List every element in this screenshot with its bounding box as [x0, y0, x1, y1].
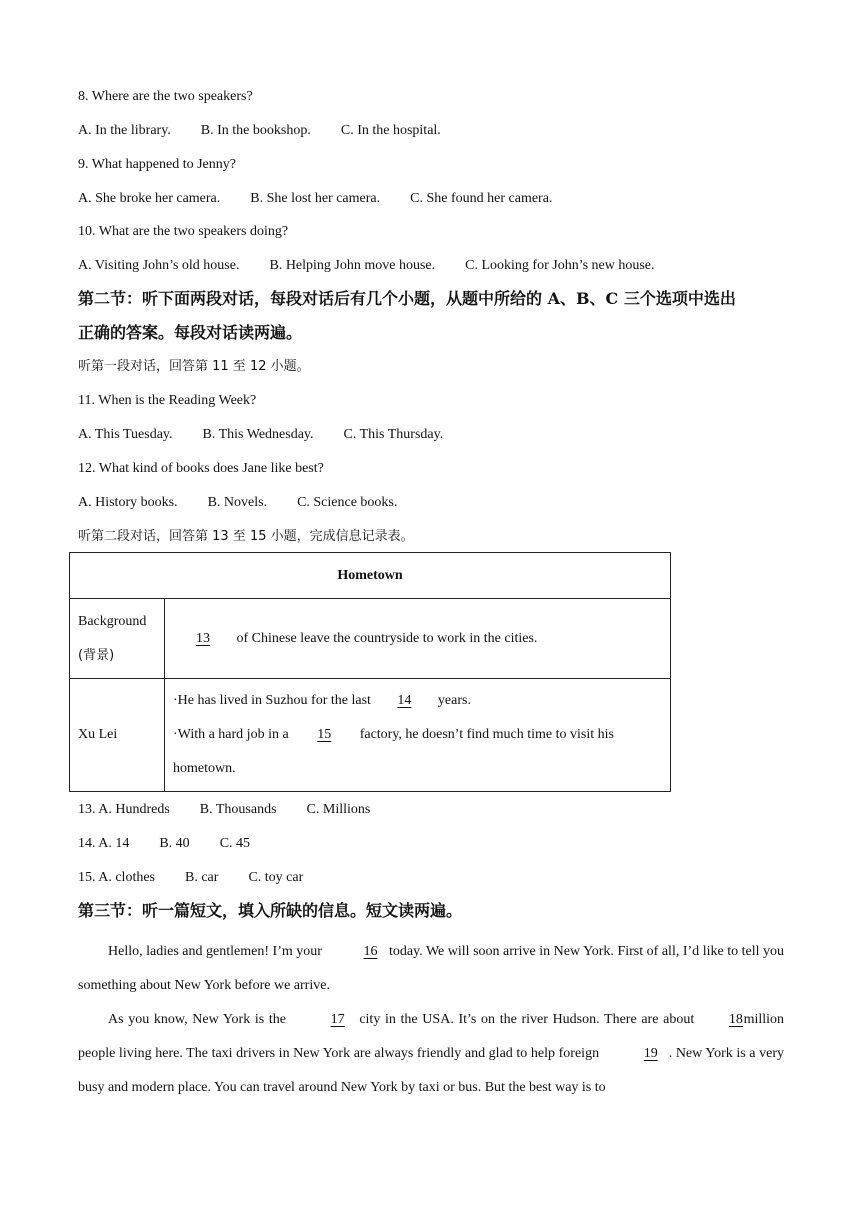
- dialog-2-intro: 听第二段对话，回答第 13 至 15 小题，完成信息记录表。: [78, 529, 414, 544]
- options-15: [78, 868, 303, 888]
- background-text: of Chinese leave the countryside to work in the cities.: [236, 630, 538, 646]
- option-12b: B. Novels.: [207, 495, 268, 510]
- option-11a: A. This Tuesday.: [78, 427, 173, 442]
- options-9: [78, 189, 552, 209]
- dialog-1-intro: 听第一段对话，回答第 11 至 12 小题。: [78, 359, 310, 374]
- option-10a: A. Visiting John’s old house.: [78, 258, 240, 273]
- option-10b: B. Helping John move house.: [269, 258, 436, 273]
- background-label-cn: (背景): [78, 647, 115, 663]
- option-13b: B. Thousands: [199, 802, 277, 817]
- options-14: [78, 834, 250, 854]
- xu-lei-line1-post: years.: [437, 693, 471, 708]
- blank-16: 16: [363, 944, 378, 959]
- xu-lei-content-cell: [165, 679, 671, 792]
- passage-p2-d: . New York is a very busy and modern place. You can travel around New York by taxi or bus. But the best way is to: [78, 1046, 785, 1095]
- blank-15: 15: [317, 727, 332, 742]
- option-11b: B. This Wednesday.: [202, 427, 314, 442]
- xu-lei-label: Xu Lei: [70, 679, 165, 792]
- options-12: [78, 493, 397, 513]
- question-11: 11. When is the Reading Week?: [78, 393, 257, 408]
- option-13a: 13. A. Hundreds: [78, 802, 170, 817]
- question-8: 8. Where are the two speakers?: [78, 89, 253, 104]
- passage-paragraph-1: [78, 935, 784, 1003]
- passage-p2-b: city in the USA. It’s on the river Hudson. There are about: [359, 1012, 695, 1027]
- option-15c: C. toy car: [248, 870, 304, 885]
- xu-lei-line3: hometown.: [173, 761, 236, 776]
- options-8: [78, 121, 441, 141]
- section-2-heading-line2: 正确的答案。每段对话读两遍。: [78, 323, 303, 342]
- background-content-cell: [165, 599, 671, 679]
- info-record-table: [69, 552, 671, 792]
- option-10c: C. Looking for John’s new house.: [465, 258, 655, 273]
- option-15a: 15. A. clothes: [78, 870, 155, 885]
- passage-p1-pre: Hello, ladies and gentlemen! I’m your: [108, 944, 322, 959]
- section-3-heading: 第三节：听一篇短文，填入所缺的信息。短文读两遍。: [78, 901, 463, 920]
- question-10: 10. What are the two speakers doing?: [78, 224, 289, 239]
- option-8a: A. In the library.: [78, 123, 171, 138]
- option-14c: C. 45: [219, 836, 251, 851]
- option-14b: B. 40: [159, 836, 190, 851]
- option-9c: C. She found her camera.: [410, 191, 553, 206]
- blank-13: 13: [196, 630, 210, 646]
- xu-lei-line2-post: factory, he doesn’t find much time to visit his: [359, 727, 614, 742]
- options-10: [78, 256, 655, 276]
- background-label: Background: [78, 613, 147, 629]
- option-12a: A. History books.: [78, 495, 178, 510]
- question-12: 12. What kind of books does Jane like best?: [78, 461, 324, 476]
- option-13c: C. Millions: [306, 802, 371, 817]
- options-11: [78, 425, 443, 445]
- blank-14: 14: [397, 693, 412, 708]
- option-14a: 14. A. 14: [78, 836, 130, 851]
- passage-p2-c: million people living here. The taxi drivers in New York are always friendly and glad to help foreign: [78, 1012, 785, 1061]
- option-15b: B. car: [185, 870, 219, 885]
- option-8b: B. In the bookshop.: [200, 123, 311, 138]
- section-2-heading-line1: 第二节：听下面两段对话，每段对话后有几个小题，从题中所给的 A、B、C 三个选项中选出: [78, 289, 736, 308]
- option-9a: A. She broke her camera.: [78, 191, 221, 206]
- passage-p2-a: As you know, New York is the: [108, 1012, 286, 1027]
- option-9b: B. She lost her camera.: [250, 191, 381, 206]
- xu-lei-line1-pre: ·He has lived in Suzhou for the last: [173, 693, 371, 708]
- passage-paragraph-2: [78, 1003, 784, 1105]
- question-9: 9. What happened to Jenny?: [78, 157, 236, 172]
- background-label-cell: [70, 599, 165, 679]
- option-8c: C. In the hospital.: [340, 123, 441, 138]
- option-12c: C. Science books.: [297, 495, 398, 510]
- blank-17: 17: [330, 1012, 345, 1027]
- table-title: Hometown: [70, 553, 671, 599]
- blank-19: 19: [643, 1046, 658, 1061]
- passage-p1-post: today. We will soon arrive in New York. First of all, I’d like to tell you something about New York before we arrive.: [78, 944, 785, 993]
- xu-lei-line2-pre: ·With a hard job in a: [173, 727, 289, 742]
- option-11c: C. This Thursday.: [343, 427, 444, 442]
- blank-18: 18: [728, 1012, 743, 1027]
- options-13: [78, 800, 370, 820]
